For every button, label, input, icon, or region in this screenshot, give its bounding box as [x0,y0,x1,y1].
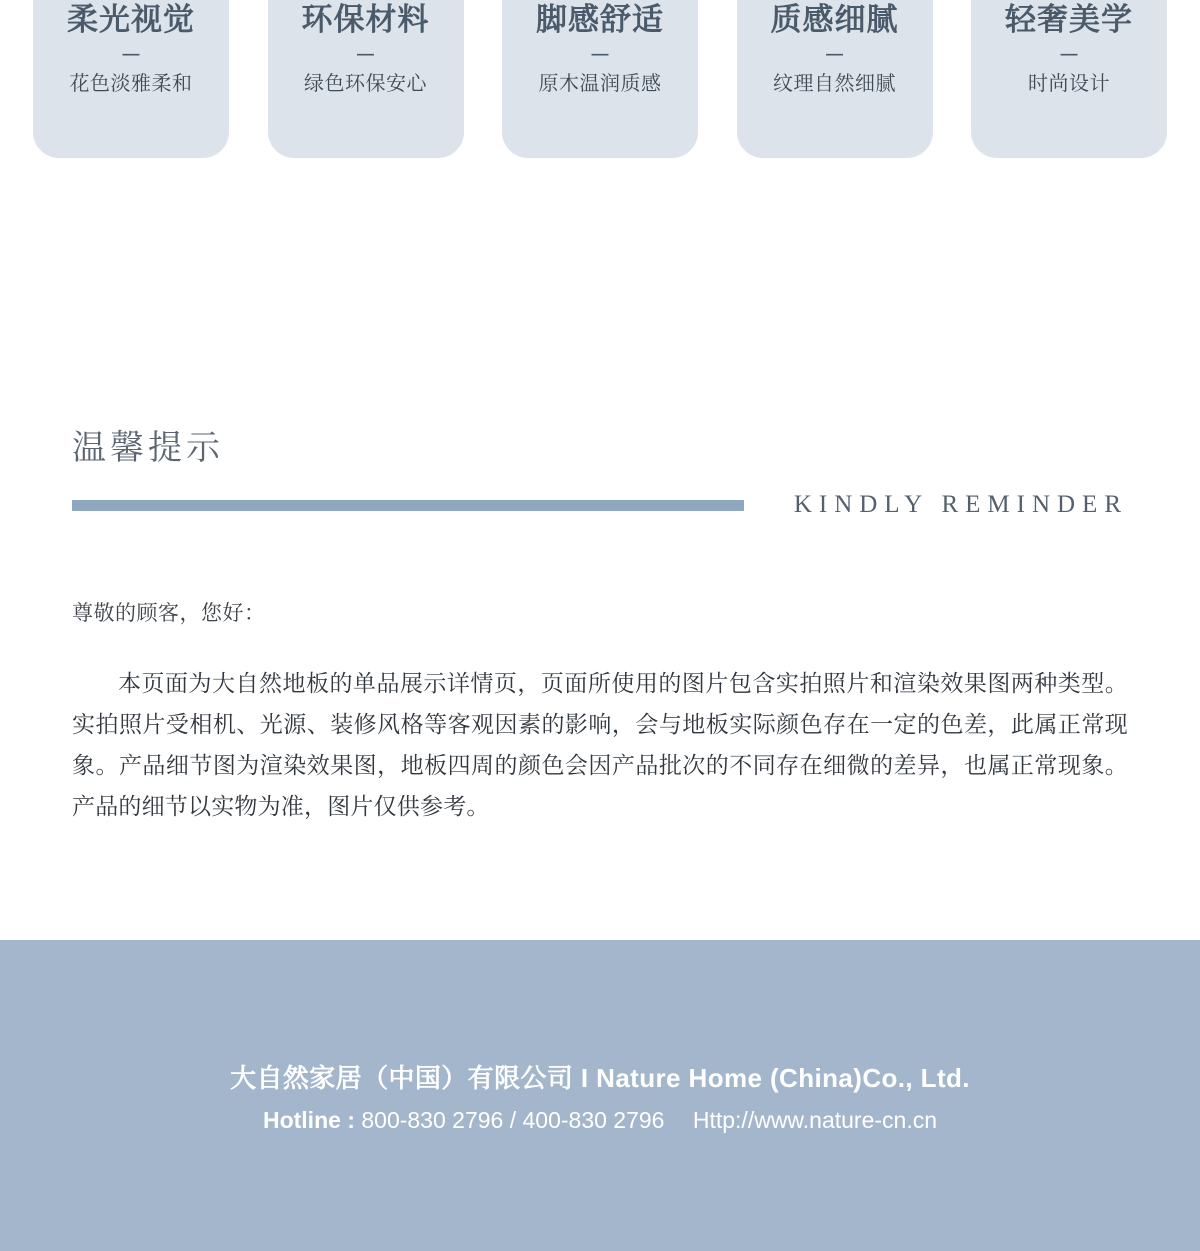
page-footer [0,940,1200,1251]
feature-subtitle: 纹理自然细腻 [773,73,896,96]
kindly-reminder-section [0,420,1200,850]
feature-title: 环保材料 [301,2,430,37]
feature-card [737,0,933,158]
feature-title: 轻奢美学 [1005,2,1133,37]
feature-divider: — [122,43,140,63]
feature-divider: — [357,43,374,63]
feature-title: 质感细腻 [770,2,899,37]
feature-divider: — [1060,43,1078,63]
feature-subtitle: 原木温润质感 [538,73,662,96]
footer-hotline-label: Hotline : [262,1107,355,1133]
greeting-text: 尊敬的顾客，您好： [72,602,266,625]
title-rule-row [72,491,1128,519]
feature-subtitle: 花色淡雅柔和 [69,73,193,96]
footer-website[interactable]: Http://www.nature-cn.cn [692,1107,938,1133]
feature-subtitle: 绿色环保安心 [304,73,427,96]
footer-company-name: 大自然家居（中国）有限公司 I Nature Home (China)Co., Ltd. [230,1063,970,1093]
feature-divider: — [826,43,843,63]
section-title: 温馨提示 [72,429,224,467]
feature-card [268,0,464,158]
reminder-body-text: 本页面为大自然地板的单品展示详情页，页面所使用的图片包含实拍照片和渲染效果图两种类型。实拍照片受相机、光源、装修风格等客观因素的影响，会与地板实际颜色存在一定的色差，此属正常现象。产品细节图为渲染效果图，地板四周的颜色会因产品批次的不同存在细微的差异，也属正常现象。产品的细节以实物为准，图片仅供参考。 [72,670,1128,819]
feature-card [33,0,229,158]
footer-contact-line [263,1107,937,1134]
feature-card [971,0,1167,158]
section-title-en: KINDLY REMINDER [793,491,1128,518]
feature-card-strip [0,0,1200,158]
footer-hotline-value: 800-830 2796 / 400-830 2796 [361,1107,665,1133]
feature-subtitle: 时尚设计 [1028,73,1110,96]
title-bar [72,500,744,511]
feature-divider: — [591,43,609,63]
feature-card [502,0,698,158]
feature-title: 柔光视觉 [67,2,195,37]
feature-title: 脚感舒适 [536,2,664,37]
